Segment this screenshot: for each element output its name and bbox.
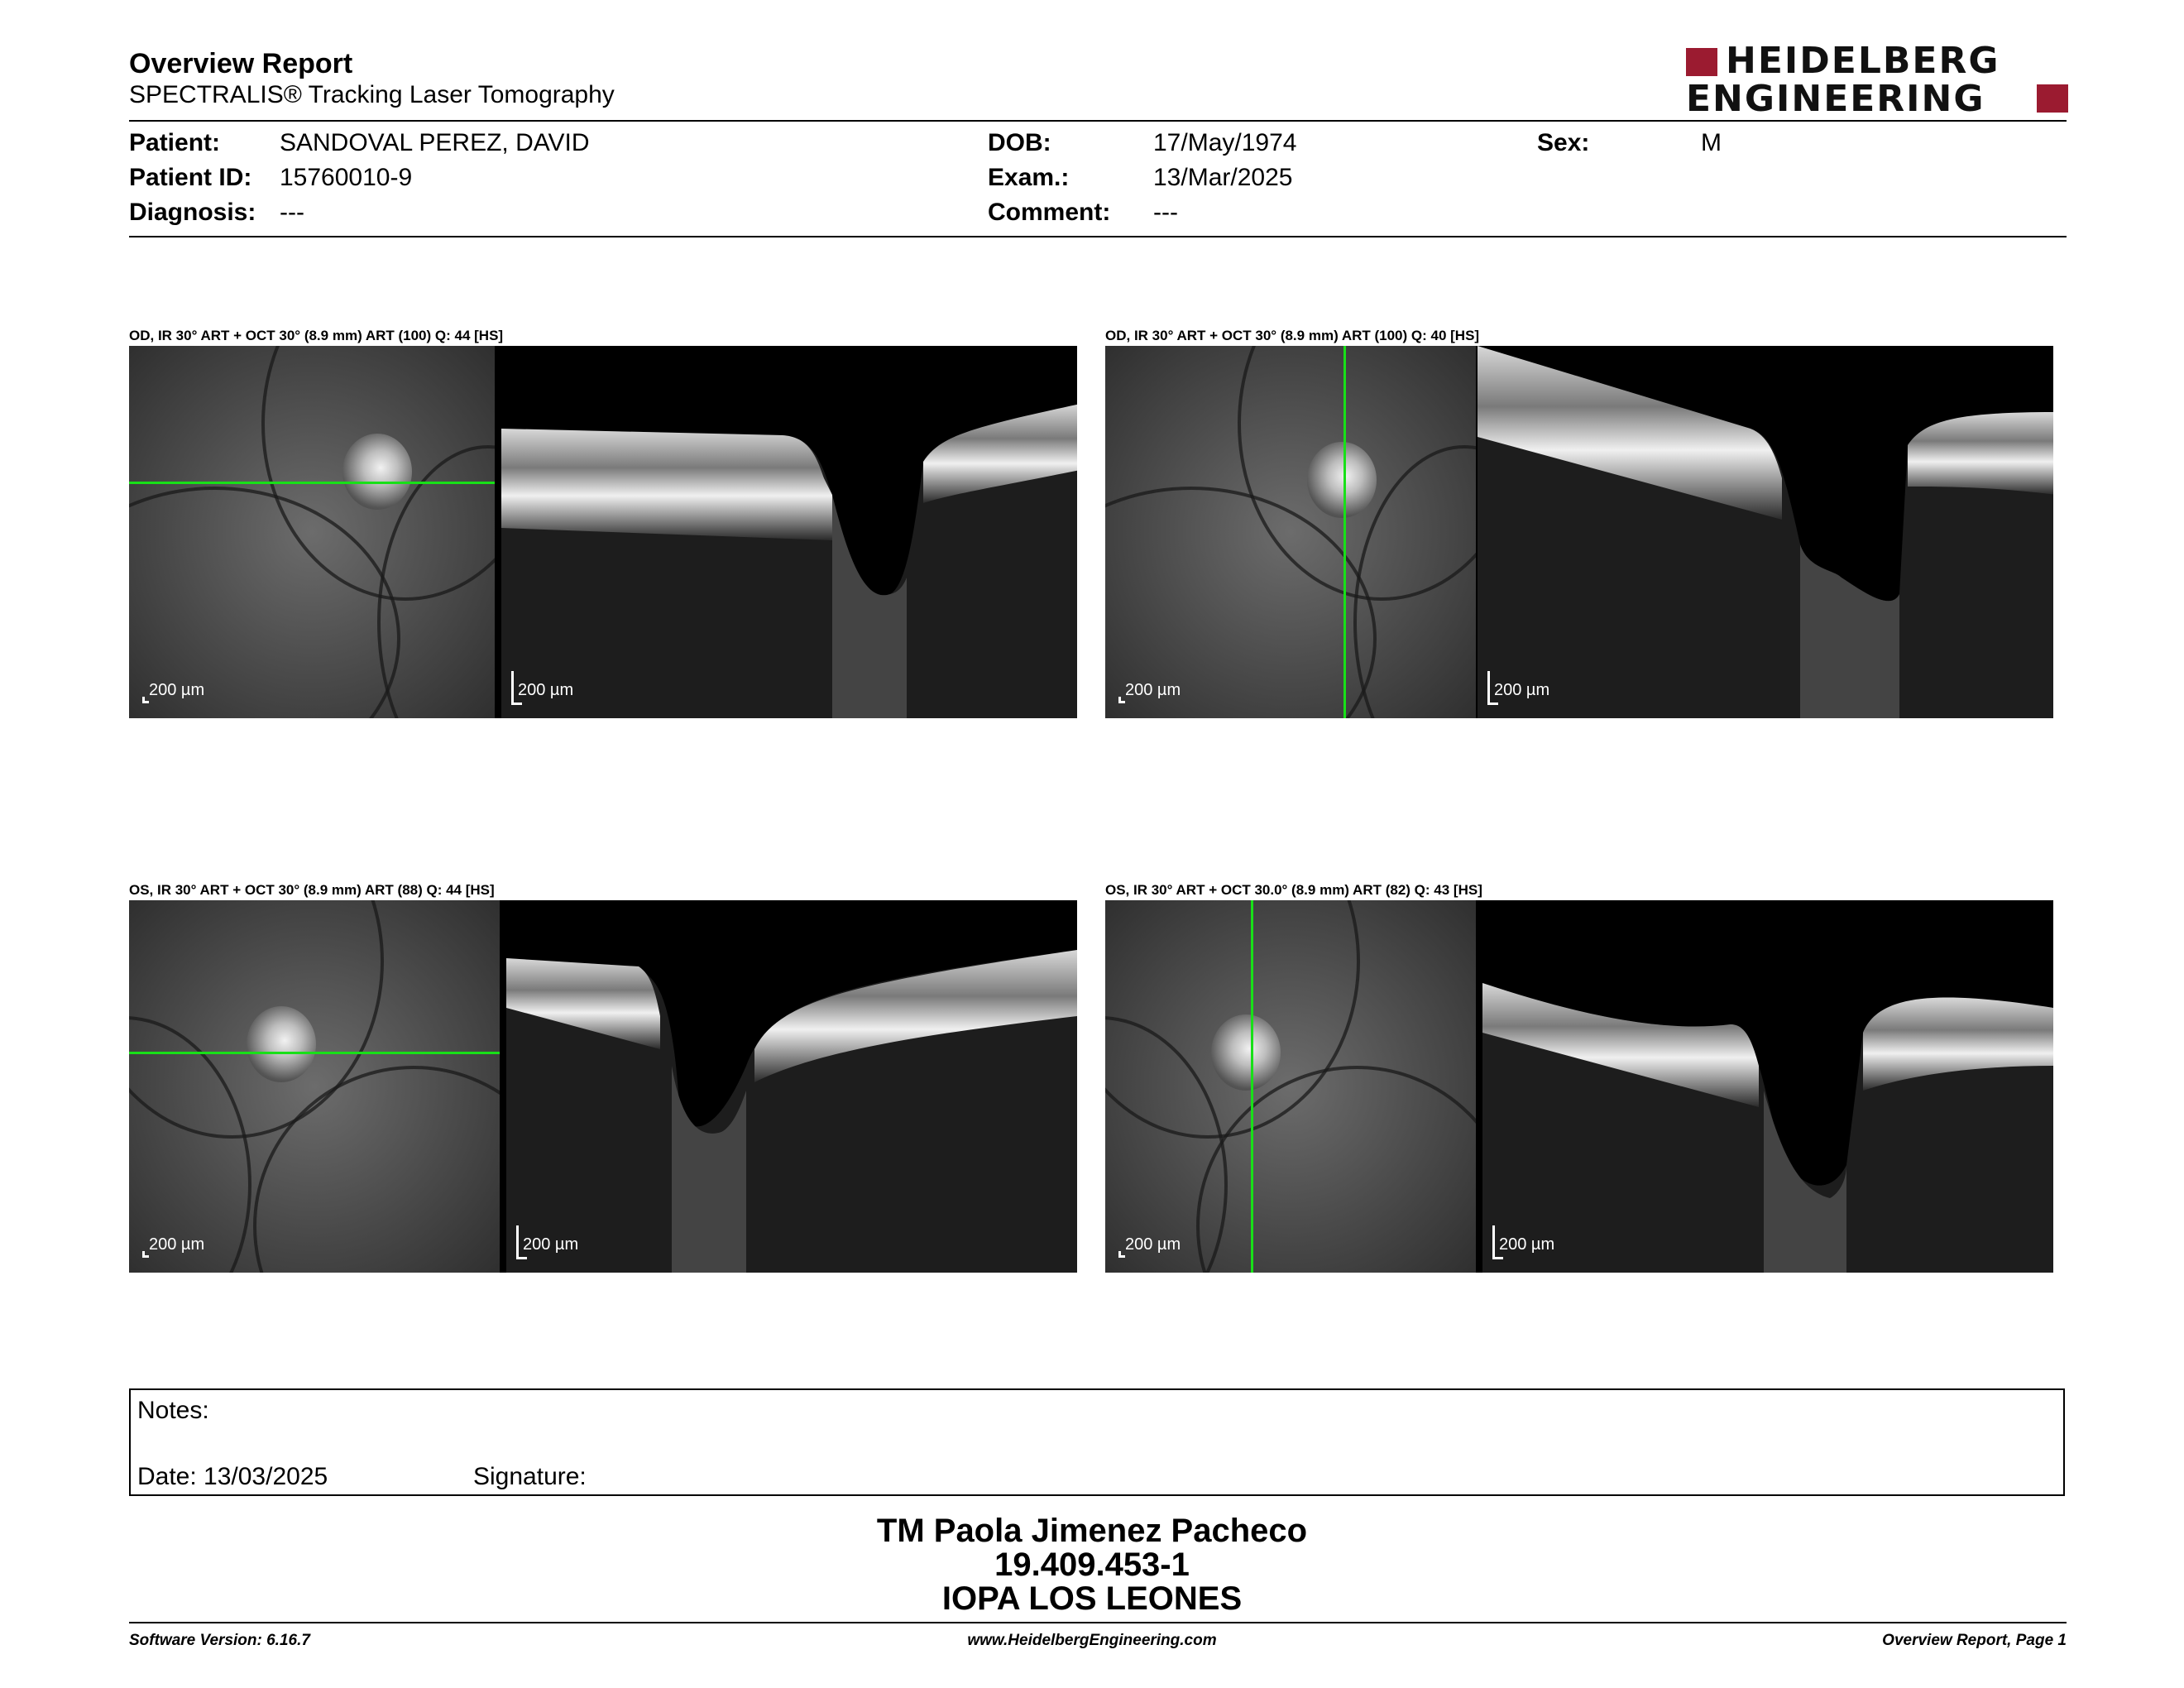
oct-bscan-svg [501,346,1077,718]
exam-label: Exam.: [988,164,1070,191]
notes-label: Notes: [137,1397,209,1424]
oct-bscan-image [501,346,1077,718]
ir-fundus-image [129,346,495,718]
oct-bscan-image [506,900,1077,1273]
exam-value: 13/Mar/2025 [1153,164,1293,191]
patient-divider [129,236,2067,237]
scale-bar-icon [142,1251,149,1258]
patient-id-label: Patient ID: [129,164,252,191]
optic-disc [1211,1014,1281,1091]
comment-value: --- [1153,199,1178,226]
oct-scale-label: 200 µm [1499,1235,1555,1254]
patient-label: Patient: [129,129,221,156]
slo-scale-label: 200 µm [149,1235,205,1254]
website-link[interactable]: www.HeidelbergEngineering.com [967,1632,1217,1649]
stamp-id: 19.409.453-1 [994,1547,1190,1583]
slo-scale-label: 200 µm [149,681,205,699]
oct-bscan-svg [506,900,1077,1273]
scale-bar-icon [142,697,149,703]
diagnosis-value: --- [280,199,304,226]
scan-panel-os-2 [1105,900,2053,1273]
scan-line-horizontal [129,1052,500,1054]
oct-bscan-svg [1482,900,2053,1273]
ir-fundus-image [1105,900,1476,1273]
oct-bscan-image [1482,900,2053,1273]
scale-bar-icon [1118,697,1125,703]
scan-panel-os-1 [129,900,1077,1273]
stamp-name: TM Paola Jimenez Pacheco [876,1513,1308,1549]
scan-caption-os-1: OS, IR 30° ART + OCT 30° (8.9 mm) ART (88) Q: 44 [HS] [129,882,495,898]
ir-fundus-image [129,900,500,1273]
page-indicator: Overview Report, Page 1 [1882,1632,2067,1649]
ir-fundus-image [1105,346,1476,718]
scan-panel-od-2 [1105,346,2053,718]
logo-square-right [2037,84,2068,113]
patient-id: 15760010-9 [280,164,413,191]
signature-label: Signature: [473,1463,587,1490]
oct-scale-label: 200 µm [518,681,574,699]
oct-bscan-image [1478,346,2053,718]
optic-disc [1307,442,1377,518]
patient-name: SANDOVAL PEREZ, DAVID [280,129,590,156]
scan-line-vertical [1343,346,1346,718]
stamp-institution: IOPA LOS LEONES [941,1580,1243,1617]
slo-scale-label: 200 µm [1125,681,1181,699]
optic-disc [342,434,412,510]
notes-box [129,1388,2065,1496]
scan-caption-od-2: OD, IR 30° ART + OCT 30° (8.9 mm) ART (100) Q: 40 [HS] [1105,328,1480,343]
logo-line-1: HEIDELBERG [1726,40,2000,82]
header-divider [129,120,2067,122]
slo-scale-label: 200 µm [1125,1235,1181,1254]
scan-caption-os-2: OS, IR 30° ART + OCT 30.0° (8.9 mm) ART (82) Q: 43 [HS] [1105,882,1482,898]
dob-value: 17/May/1974 [1153,129,1297,156]
report-subtitle: SPECTRALIS® Tracking Laser Tomography [129,81,615,108]
logo-square-left [1686,48,1717,76]
heidelberg-logo [1686,40,2068,120]
footer-divider [129,1622,2067,1623]
optic-disc [247,1006,316,1082]
oct-scale-label: 200 µm [1494,681,1550,699]
scale-bar-icon [1118,1251,1125,1258]
scan-line-horizontal [129,482,495,484]
scan-caption-od-1: OD, IR 30° ART + OCT 30° (8.9 mm) ART (100) Q: 44 [HS] [129,328,504,343]
oct-bscan-svg [1478,346,2053,718]
sex-label: Sex: [1537,129,1590,156]
oct-scale-label: 200 µm [523,1235,579,1254]
report-title: Overview Report [129,48,353,79]
scan-panel-od-1 [129,346,1077,718]
dob-label: DOB: [988,129,1051,156]
sex-value: M [1701,129,1722,156]
scan-line-vertical [1251,900,1253,1273]
diagnosis-label: Diagnosis: [129,199,256,226]
logo-line-2: ENGINEERING [1686,78,1985,120]
software-version: Software Version: 6.16.7 [129,1632,310,1649]
comment-label: Comment: [988,199,1111,226]
date-label: Date: 13/03/2025 [137,1463,328,1490]
